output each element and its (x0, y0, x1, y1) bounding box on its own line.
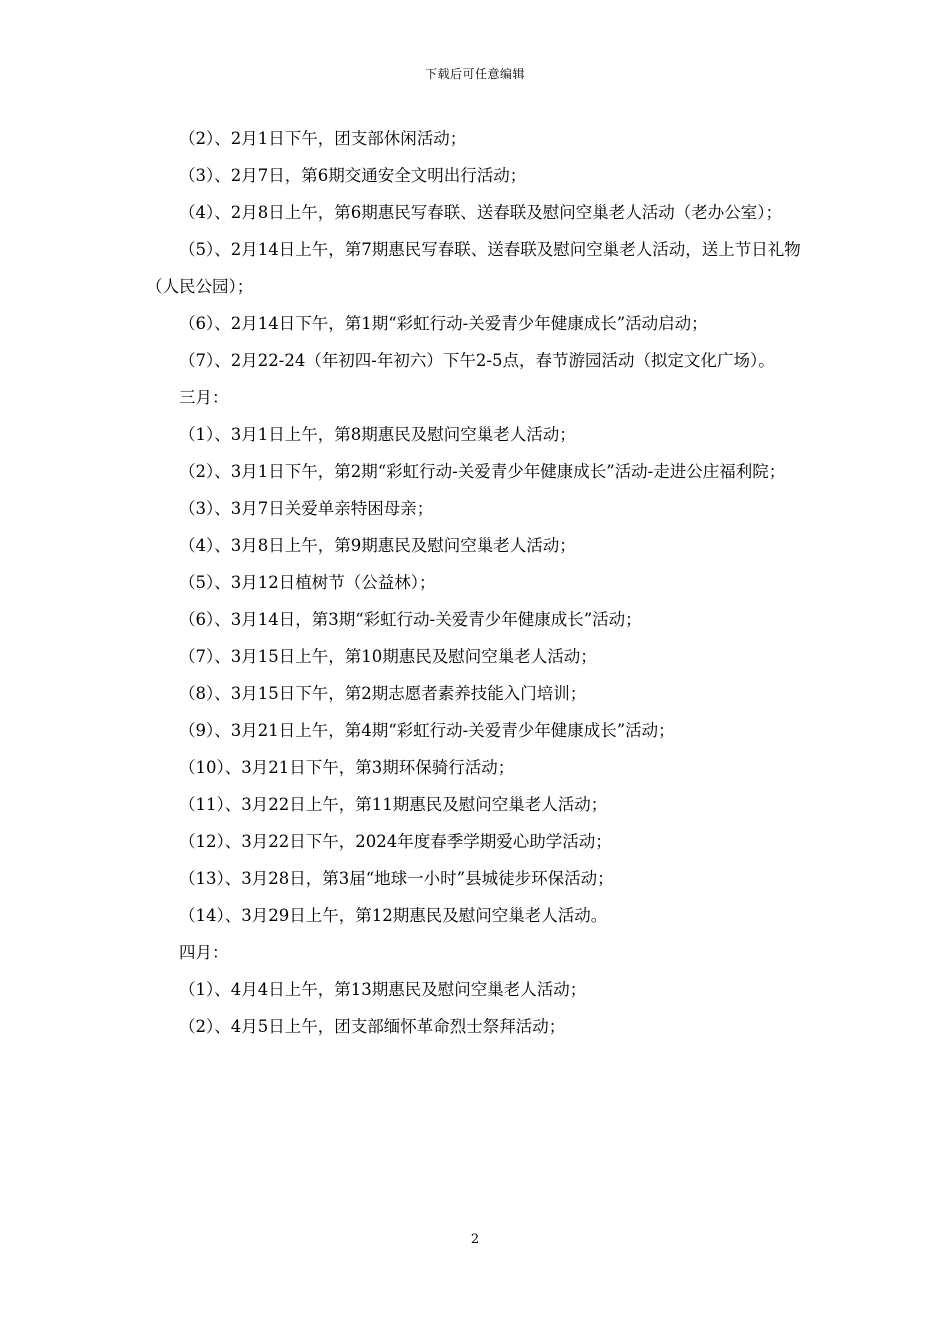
paragraph: （4）、3月8日上午，第9期惠民及慰问空巢老人活动； (179, 536, 576, 555)
paragraph: （1）、3月1日上午，第8期惠民及慰问空巢老人活动； (179, 425, 576, 444)
paragraph: （3）、2月7日，第6期交通安全文明出行活动； (179, 166, 527, 185)
paragraph: （5）、2月14日上午，第7期惠民写春联、送春联及慰问空巢老人活动，送上节日礼物（人民公园）； (146, 240, 801, 296)
section-heading-march: 三月： (179, 388, 229, 407)
paragraph: （13）、3月28日，第3届“地球一小时”县城徒步环保活动； (179, 869, 614, 888)
paragraph: （4）、2月8日上午，第6期惠民写春联、送春联及慰问空巢老人活动（老办公室）； (179, 203, 782, 222)
paragraph: （2）、3月1日下午，第2期“彩虹行动-关爱青少年健康成长”活动-走进公庄福利院； (179, 462, 786, 481)
paragraph: （8）、3月15日下午，第2期志愿者素养技能入门培训； (179, 684, 587, 703)
paragraph: （7）、3月15日上午，第10期惠民及慰问空巢老人活动； (179, 647, 597, 666)
paragraph: （1）、4月4日上午，第13期惠民及慰问空巢老人活动； (179, 980, 587, 999)
paragraph: （6）、2月14日下午，第1期“彩虹行动-关爱青少年健康成长”活动启动； (179, 314, 708, 333)
paragraph: （2）、4月5日上午，团支部缅怀革命烈士祭拜活动； (179, 1017, 566, 1036)
document-body (146, 120, 810, 1045)
paragraph: （9）、3月21日上午，第4期“彩虹行动-关爱青少年健康成长”活动； (179, 721, 675, 740)
section-heading-april: 四月： (179, 943, 229, 962)
paragraph: （6）、3月14日，第3期“彩虹行动-关爱青少年健康成长”活动； (179, 610, 642, 629)
page-number: 2 (470, 1232, 480, 1247)
paragraph: （2）、2月1日下午，团支部休闲活动； (179, 129, 467, 148)
paragraph: （3）、3月7日关爱单亲特困母亲； (179, 499, 434, 518)
page-header: 下载后可任意编辑 (424, 67, 525, 81)
paragraph: （11）、3月22日上午，第11期惠民及慰问空巢老人活动； (179, 795, 608, 814)
paragraph: （10）、3月21日下午，第3期环保骑行活动； (179, 758, 515, 777)
paragraph: （12）、3月22日下午，2024年度春季学期爱心助学活动； (179, 832, 612, 851)
paragraph: （7）、2月22-24（年初四-年初六）下午2-5点，春节游园活动（拟定文化广场）。 (179, 351, 775, 370)
paragraph: （14）、3月29日上午，第12期惠民及慰问空巢老人活动。 (179, 906, 608, 925)
paragraph: （5）、3月12日植树节（公益林）； (179, 573, 436, 592)
